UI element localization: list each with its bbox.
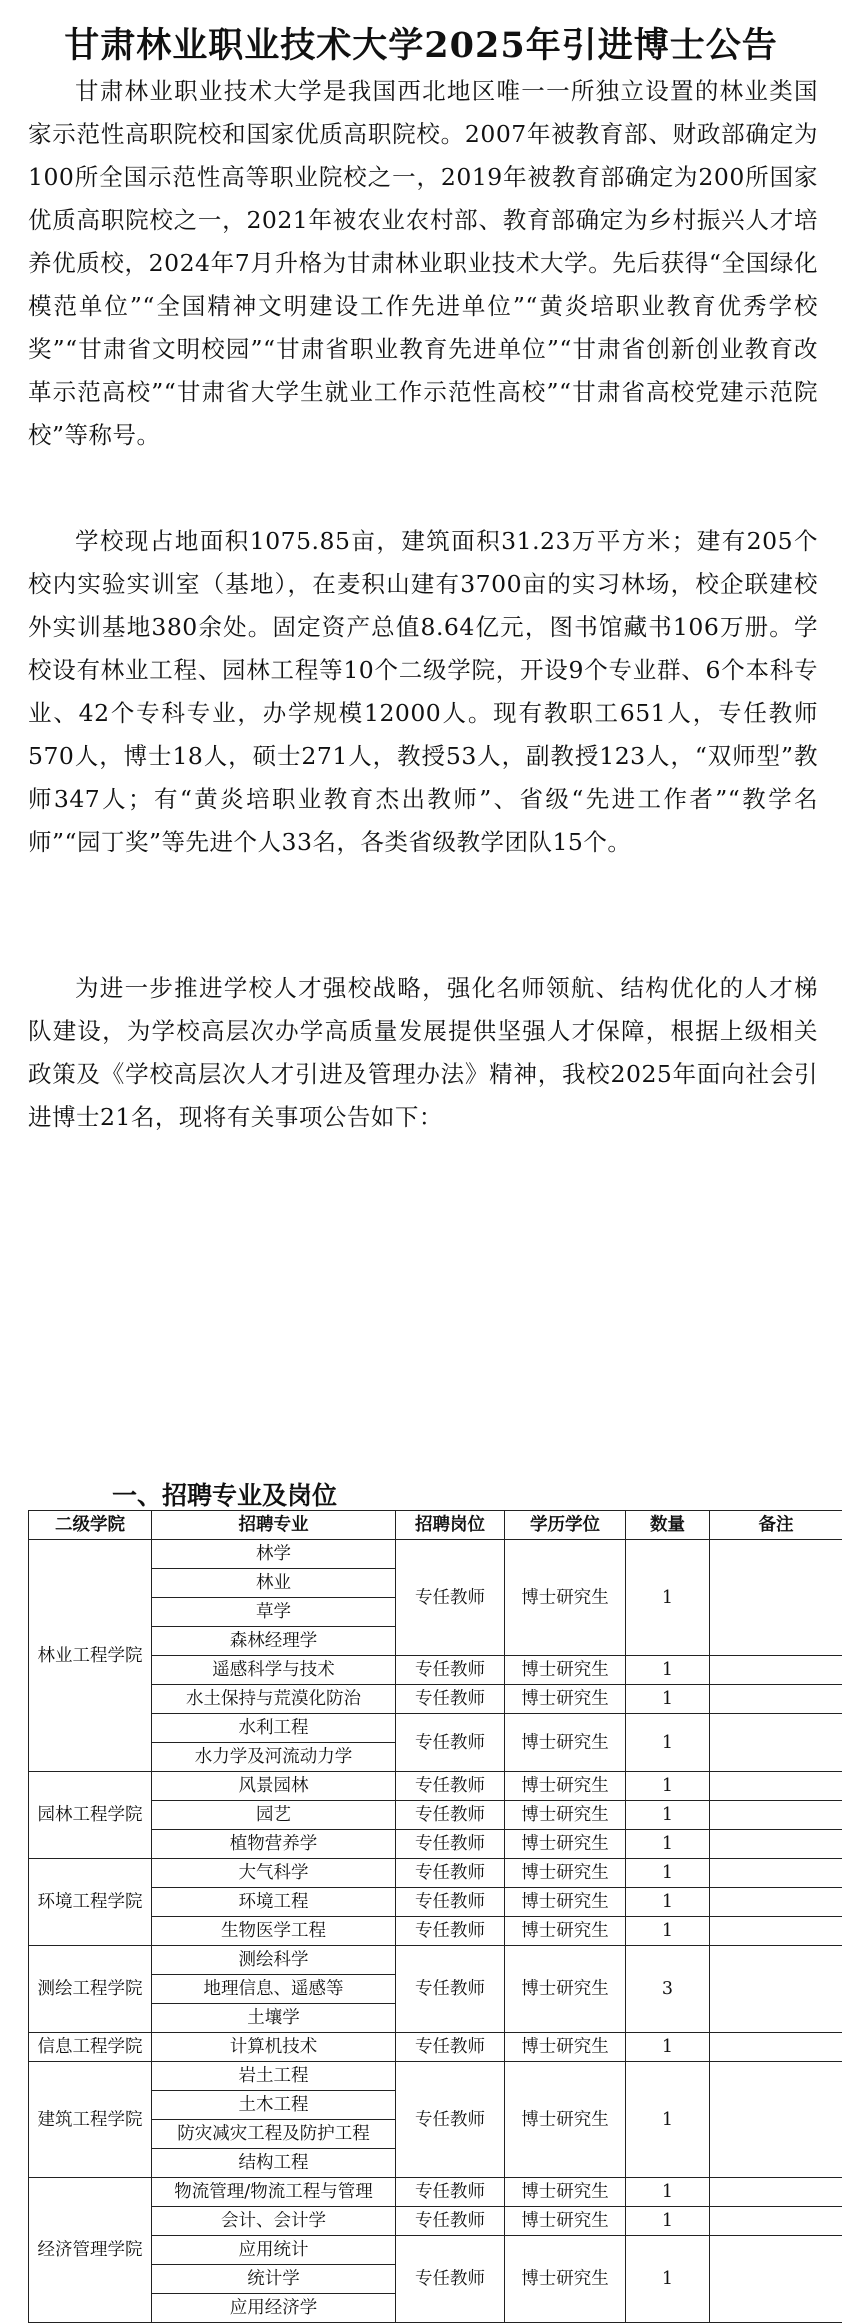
major-cell: 物流管理/物流工程与管理 — [152, 2178, 396, 2207]
remark-cell — [710, 1714, 842, 1772]
count-cell: 1 — [626, 1540, 710, 1656]
header-count: 数量 — [626, 1511, 710, 1540]
intro-paragraph: 甘肃林业职业技术大学是我国西北地区唯一一所独立设置的林业类国家示范性高职院校和国家优质高职院校。2007年被教育部、财政部确定为100所全国示范性高等职业院校之一，2019年被教育部确定为200所国家优质高职院校之一，2021年被农业农村部、教育部确定为乡村振兴人才培养优质校，2024年7月升格为甘肃林业职业技术大学。先后获得“全国绿化模范单位”“全国精神文明建设工作先进单位”“黄炎培职业教育优秀学校奖”“甘肃省文明校园”“甘肃省职业教育先进单位”“甘肃省创新创业教育改革示范高校”“甘肃省大学生就业工作示范性高校”“甘肃省高校党建示范院校”等称号。 — [28, 77, 818, 449]
document-title: 甘肃林业职业技术大学2025年引进博士公告 — [64, 25, 778, 66]
major-cell: 防灾减灾工程及防护工程 — [152, 2120, 396, 2149]
count-cell: 1 — [626, 1801, 710, 1830]
major-cell: 应用经济学 — [152, 2294, 396, 2323]
major-cell: 遥感科学与技术 — [152, 1656, 396, 1685]
table-row — [29, 1917, 842, 1946]
major-cell: 风景园林 — [152, 1772, 396, 1801]
degree-cell: 博士研究生 — [505, 1772, 626, 1801]
table-row — [29, 1685, 842, 1714]
remark-cell — [710, 2207, 842, 2236]
major-cell: 应用统计 — [152, 2236, 396, 2265]
count-cell: 1 — [626, 2062, 710, 2178]
major-cell: 林业 — [152, 1569, 396, 1598]
college-cell: 环境工程学院 — [29, 1859, 152, 1946]
major-cell: 水利工程 — [152, 1714, 396, 1743]
remark-cell — [710, 2178, 842, 2207]
post-cell: 专任教师 — [396, 1830, 505, 1859]
remark-cell — [710, 2033, 842, 2062]
table-row — [29, 1801, 842, 1830]
post-cell: 专任教师 — [396, 1685, 505, 1714]
count-cell: 1 — [626, 1917, 710, 1946]
table-row — [29, 2207, 842, 2236]
post-cell: 专任教师 — [396, 1859, 505, 1888]
count-cell: 1 — [626, 2033, 710, 2062]
degree-cell: 博士研究生 — [505, 2178, 626, 2207]
header-post: 招聘岗位 — [396, 1511, 505, 1540]
post-cell: 专任教师 — [396, 2033, 505, 2062]
degree-cell: 博士研究生 — [505, 1859, 626, 1888]
degree-cell: 博士研究生 — [505, 1946, 626, 2033]
major-cell: 计算机技术 — [152, 2033, 396, 2062]
remark-cell — [710, 2236, 842, 2323]
major-cell: 大气科学 — [152, 1859, 396, 1888]
table-row — [29, 2236, 842, 2265]
major-cell: 园艺 — [152, 1801, 396, 1830]
table-row — [29, 1540, 842, 1569]
campus-facts-paragraph: 学校现占地面积1075.85亩，建筑面积31.23万平方米；建有205个校内实验实训室（基地），在麦积山建有3700亩的实习林场，校企联建校外实训基地380余处。固定资产总值8.64亿元，图书馆藏书106万册。学校设有林业工程、园林工程等10个二级学院，开设9个专业群、6个本科专业、42个专科专业，办学规模12000人。现有教职工651人，专任教师570人，博士18人，硕士271人，教授53人，副教授123人，“双师型”教师347人；有“黄炎培职业教育杰出教师”、省级“先进工作者”“教学名师”“园丁奖”等先进个人33名，各类省级教学团队15个。 — [28, 527, 818, 856]
college-cell: 经济管理学院 — [29, 2178, 152, 2323]
recruitment-intro-paragraph: 为进一步推进学校人才强校战略，强化名师领航、结构优化的人才梯队建设，为学校高层次办学高质量发展提供坚强人才保障，根据上级相关政策及《学校高层次人才引进及管理办法》精神，我校2025年面向社会引进博士21名，现将有关事项公告如下： — [28, 974, 818, 1131]
degree-cell: 博士研究生 — [505, 2207, 626, 2236]
post-cell: 专任教师 — [396, 2062, 505, 2178]
degree-cell: 博士研究生 — [505, 1888, 626, 1917]
count-cell: 1 — [626, 1656, 710, 1685]
college-cell: 测绘工程学院 — [29, 1946, 152, 2033]
major-cell: 植物营养学 — [152, 1830, 396, 1859]
remark-cell — [710, 1830, 842, 1859]
post-cell: 专任教师 — [396, 1801, 505, 1830]
major-cell: 结构工程 — [152, 2149, 396, 2178]
header-college: 二级学院 — [29, 1511, 152, 1540]
post-cell: 专任教师 — [396, 2178, 505, 2207]
remark-cell — [710, 1540, 842, 1656]
remark-cell — [710, 1917, 842, 1946]
college-cell: 信息工程学院 — [29, 2033, 152, 2062]
count-cell: 1 — [626, 1859, 710, 1888]
degree-cell: 博士研究生 — [505, 1540, 626, 1656]
major-cell: 水土保持与荒漠化防治 — [152, 1685, 396, 1714]
header-degree: 学历学位 — [505, 1511, 626, 1540]
header-major: 招聘专业 — [152, 1511, 396, 1540]
remark-cell — [710, 2062, 842, 2178]
degree-cell: 博士研究生 — [505, 1656, 626, 1685]
table-row — [29, 1888, 842, 1917]
degree-cell: 博士研究生 — [505, 2236, 626, 2323]
remark-cell — [710, 1685, 842, 1714]
major-cell: 会计、会计学 — [152, 2207, 396, 2236]
table-row — [29, 2062, 842, 2091]
table-row — [29, 1830, 842, 1859]
table-row — [29, 1859, 842, 1888]
post-cell: 专任教师 — [396, 1946, 505, 2033]
table-row — [29, 1772, 842, 1801]
major-cell: 草学 — [152, 1598, 396, 1627]
degree-cell: 博士研究生 — [505, 2033, 626, 2062]
degree-cell: 博士研究生 — [505, 1801, 626, 1830]
post-cell: 专任教师 — [396, 1888, 505, 1917]
major-cell: 土壤学 — [152, 2004, 396, 2033]
count-cell: 1 — [626, 1888, 710, 1917]
remark-cell — [710, 1656, 842, 1685]
remark-cell — [710, 1888, 842, 1917]
post-cell: 专任教师 — [396, 1540, 505, 1656]
degree-cell: 博士研究生 — [505, 1685, 626, 1714]
college-cell: 园林工程学院 — [29, 1772, 152, 1859]
college-cell: 林业工程学院 — [29, 1540, 152, 1772]
post-cell: 专任教师 — [396, 1772, 505, 1801]
remark-cell — [710, 1946, 842, 2033]
major-cell: 水力学及河流动力学 — [152, 1743, 396, 1772]
recruitment-table — [28, 1510, 842, 2323]
major-cell: 土木工程 — [152, 2091, 396, 2120]
degree-cell: 博士研究生 — [505, 1917, 626, 1946]
degree-cell: 博士研究生 — [505, 2062, 626, 2178]
post-cell: 专任教师 — [396, 2236, 505, 2323]
count-cell: 1 — [626, 1714, 710, 1772]
section-heading: 一、招聘专业及岗位 — [112, 1481, 338, 1510]
major-cell: 测绘科学 — [152, 1946, 396, 1975]
count-cell: 1 — [626, 2178, 710, 2207]
table-row — [29, 1946, 842, 1975]
remark-cell — [710, 1801, 842, 1830]
count-cell: 1 — [626, 1830, 710, 1859]
count-cell: 3 — [626, 1946, 710, 2033]
major-cell: 地理信息、遥感等 — [152, 1975, 396, 2004]
table-header-row — [29, 1511, 842, 1540]
table-row — [29, 1656, 842, 1685]
remark-cell — [710, 1772, 842, 1801]
major-cell: 环境工程 — [152, 1888, 396, 1917]
major-cell: 统计学 — [152, 2265, 396, 2294]
post-cell: 专任教师 — [396, 2207, 505, 2236]
count-cell: 1 — [626, 1772, 710, 1801]
major-cell: 岩土工程 — [152, 2062, 396, 2091]
count-cell: 1 — [626, 1685, 710, 1714]
remark-cell — [710, 1859, 842, 1888]
college-cell: 建筑工程学院 — [29, 2062, 152, 2178]
table-row — [29, 1714, 842, 1743]
degree-cell: 博士研究生 — [505, 1714, 626, 1772]
major-cell: 森林经理学 — [152, 1627, 396, 1656]
major-cell: 林学 — [152, 1540, 396, 1569]
table-row — [29, 2178, 842, 2207]
post-cell: 专任教师 — [396, 1714, 505, 1772]
count-cell: 1 — [626, 2207, 710, 2236]
post-cell: 专任教师 — [396, 1656, 505, 1685]
post-cell: 专任教师 — [396, 1917, 505, 1946]
degree-cell: 博士研究生 — [505, 1830, 626, 1859]
header-remark: 备注 — [710, 1511, 842, 1540]
major-cell: 生物医学工程 — [152, 1917, 396, 1946]
count-cell: 1 — [626, 2236, 710, 2323]
table-row — [29, 2033, 842, 2062]
